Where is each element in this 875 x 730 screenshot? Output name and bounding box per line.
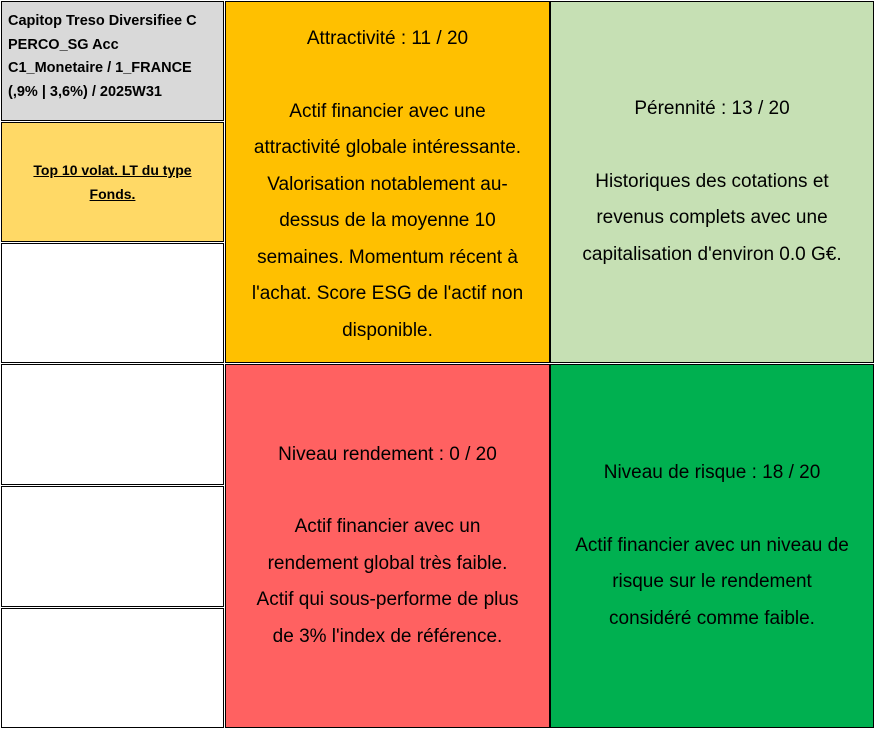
rendement-line: de 3% l'index de référence.	[272, 625, 503, 647]
risque-line: risque sur le rendement	[612, 571, 812, 592]
risque-body	[571, 528, 853, 638]
perennite-title: Pérennité : 13 / 20	[634, 98, 790, 119]
fund-name: Capitop Treso Diversifiee C	[8, 13, 197, 29]
risque-line: Actif financier avec un niveau de	[575, 534, 849, 556]
empty-cell-3	[1, 486, 224, 607]
top10-line1: Top 10 volat. LT du type	[33, 162, 192, 178]
rendement-line: Actif qui sous-performe de plus	[256, 589, 519, 611]
perennite-panel	[550, 1, 874, 363]
top10-label[interactable]	[13, 158, 213, 206]
top10-line2: Fonds.	[89, 186, 136, 202]
rendement-body	[253, 509, 523, 655]
attractivite-line: Valorisation notablement au-	[267, 173, 508, 195]
perennite-line: capitalisation d'environ 0.0 G€.	[582, 243, 842, 265]
empty-cell-1	[1, 243, 224, 363]
attractivite-line: disponible.	[342, 319, 433, 341]
attractivite-line: attractivité globale intéressante.	[253, 137, 522, 158]
perennite-line: revenus complets avec une	[596, 207, 828, 228]
attractivite-line: semaines. Momentum récent à	[257, 246, 518, 268]
risque-title: Niveau de risque : 18 / 20	[603, 462, 821, 483]
risque-panel	[550, 364, 874, 728]
top10-cell	[1, 122, 224, 242]
fund-plan: PERCO_SG Acc	[8, 36, 119, 53]
fund-info-cell	[1, 1, 224, 121]
rendement-line: rendement global très faible.	[267, 552, 508, 574]
attractivite-line: l'achat. Score ESG de l'actif non	[251, 283, 524, 304]
attractivite-line: dessus de la moyenne 10	[279, 210, 496, 231]
perennite-body	[578, 164, 845, 274]
perennite-line: Historiques des cotations et	[595, 170, 829, 192]
fund-category: C1_Monetaire / 1_FRANCE	[8, 60, 192, 76]
rendement-panel	[225, 364, 550, 728]
risque-line: considéré comme faible.	[609, 607, 815, 629]
attractivite-panel	[225, 1, 550, 363]
attractivite-body	[248, 94, 527, 350]
fund-stats: (,9% | 3,6%) / 2025W31	[8, 83, 162, 100]
empty-cell-2	[1, 364, 224, 485]
empty-cell-4	[1, 608, 224, 728]
rendement-title: Niveau rendement : 0 / 20	[278, 443, 497, 465]
attractivite-title: Attractivité : 11 / 20	[306, 28, 469, 49]
rendement-line: Actif financier avec un	[294, 516, 481, 538]
attractivite-line: Actif financier avec une	[289, 100, 486, 122]
